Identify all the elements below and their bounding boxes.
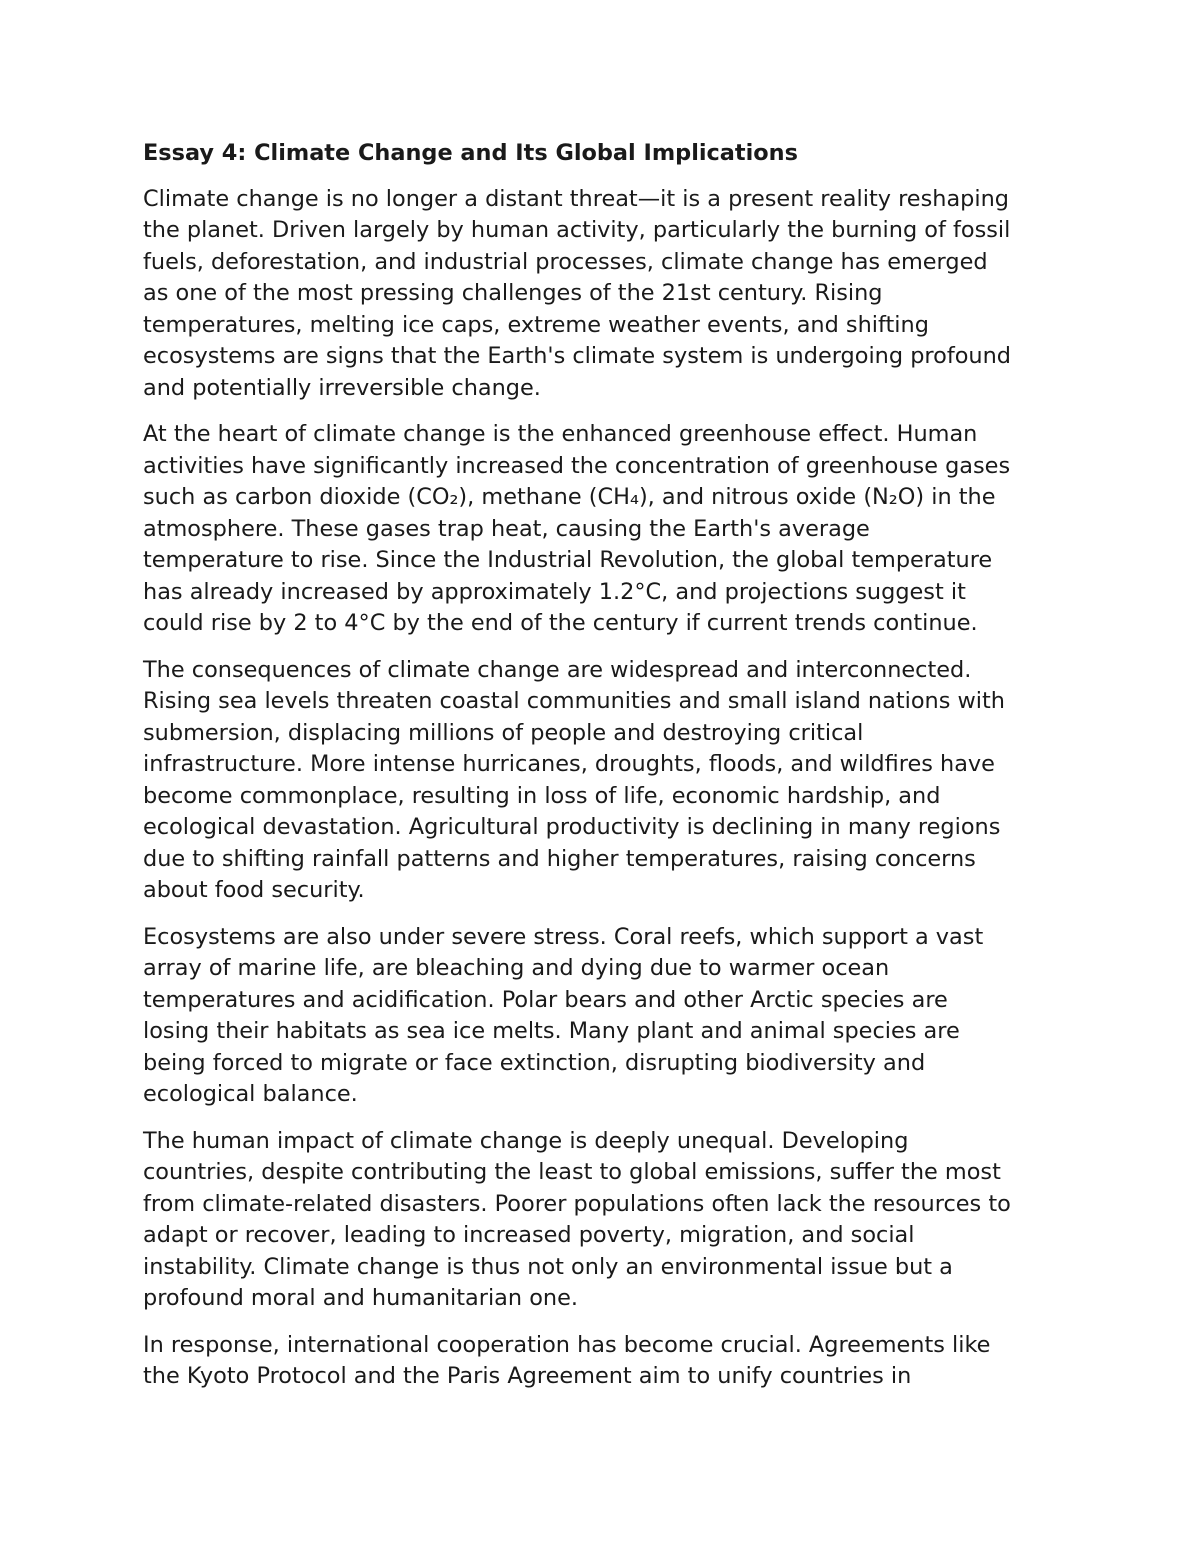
text-line: In response, international cooperation has become crucial. Agreements like — [143, 1331, 991, 1358]
paragraph-1 — [143, 184, 1073, 405]
text-line: losing their habitats as sea ice melts. Many plant and animal species are — [143, 1018, 960, 1044]
text-line: array of marine life, are bleaching and dying due to warmer ocean — [143, 955, 890, 981]
document-body — [143, 138, 1073, 1408]
text-line: submersion, displacing millions of people and destroying critical — [143, 719, 864, 746]
text-line: become commonplace, resulting in loss of life, economic hardship, and — [143, 782, 941, 809]
paragraph-5 — [143, 1126, 1073, 1315]
text-line: could rise by 2 to 4°C by the end of the century if current trends continue. — [143, 610, 978, 636]
text-line: profound moral and humanitarian one. — [143, 1285, 578, 1311]
paragraph-4 — [143, 922, 1073, 1111]
text-line: as one of the most pressing challenges of the 21st century. Rising — [143, 280, 883, 306]
paragraph-6 — [143, 1330, 1073, 1393]
text-line: temperatures, melting ice caps, extreme weather events, and shifting — [143, 311, 929, 338]
text-line: ecological balance. — [143, 1081, 358, 1107]
text-line: being forced to migrate or face extinction, disrupting biodiversity and — [143, 1049, 926, 1076]
text-line: from climate-related disasters. Poorer populations often lack the resources to — [143, 1190, 1011, 1217]
text-line: atmosphere. These gases trap heat, causing the Earth's average — [143, 515, 870, 542]
text-line: due to shifting rainfall patterns and higher temperatures, raising concerns — [143, 845, 976, 872]
text-line: Rising sea levels threaten coastal communities and small island nations with — [143, 688, 1005, 714]
text-line: Climate change is no longer a distant threat—it is a present reality reshaping — [143, 185, 1009, 212]
essay-title: Essay 4: Climate Change and Its Global Implications — [143, 140, 798, 166]
text-line: activities have significantly increased the concentration of greenhouse gases — [143, 452, 1011, 479]
paragraph-2 — [143, 419, 1073, 640]
text-line: adapt or recover, leading to increased poverty, migration, and social — [143, 1222, 915, 1248]
text-line: infrastructure. More intense hurricanes, droughts, floods, and wildfires have — [143, 751, 995, 777]
text-line: instability. Climate change is thus not only an environmental issue but a — [143, 1253, 953, 1280]
text-line: Ecosystems are also under severe stress. Coral reefs, which support a vast — [143, 923, 984, 950]
text-line: and potentially irreversible change. — [143, 374, 541, 401]
text-line: the planet. Driven largely by human activity, particularly the burning of fossil — [143, 217, 1011, 243]
text-line: At the heart of climate change is the enhanced greenhouse effect. Human — [143, 421, 978, 447]
text-line: ecological devastation. Agricultural productivity is declining in many regions — [143, 814, 1001, 840]
text-line: about food security. — [143, 877, 365, 903]
text-line: fuels, deforestation, and industrial processes, climate change has emerged — [143, 248, 988, 275]
text-line: has already increased by approximately 1.2°C, and projections suggest it — [143, 578, 966, 605]
text-line: ecosystems are signs that the Earth's climate system is undergoing profound — [143, 343, 1012, 369]
text-line: The consequences of climate change are widespread and interconnected. — [143, 656, 972, 683]
text-line: The human impact of climate change is deeply unequal. Developing — [143, 1127, 909, 1154]
text-line: such as carbon dioxide (CO₂), methane (CH₄), and nitrous oxide (N₂O) in the — [143, 484, 996, 510]
text-line: countries, despite contributing the least to global emissions, suffer the most — [143, 1159, 1001, 1185]
paragraph-3 — [143, 655, 1073, 907]
text-line: temperatures and acidification. Polar bears and other Arctic species are — [143, 986, 948, 1013]
text-line: the Kyoto Protocol and the Paris Agreement aim to unify countries in — [143, 1363, 912, 1389]
text-line: temperature to rise. Since the Industrial Revolution, the global temperature — [143, 547, 993, 573]
